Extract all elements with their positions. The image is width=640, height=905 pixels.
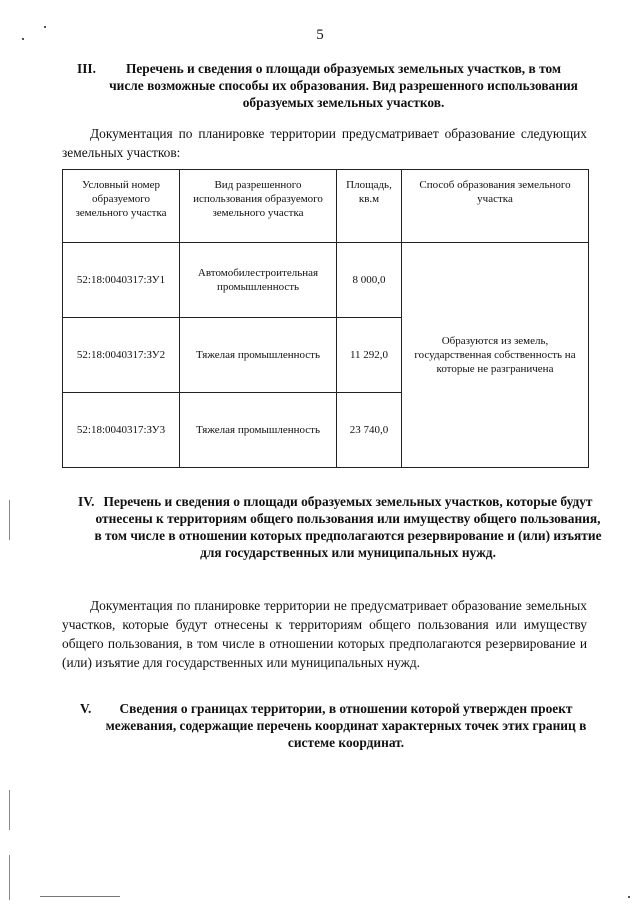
header-area: Площадь, кв.м xyxy=(337,170,402,243)
section-3-number: III. xyxy=(77,61,96,76)
land-parcels-table xyxy=(62,169,589,468)
cell-permitted-use: Тяжелая промышленность xyxy=(180,318,337,393)
scan-speck xyxy=(22,38,24,40)
section-3-heading xyxy=(77,60,580,111)
section-4-heading xyxy=(72,493,602,561)
scan-speck xyxy=(628,896,630,898)
cell-parcel-number: 52:18:0040317:ЗУ1 xyxy=(63,243,180,318)
table-header-row xyxy=(63,170,589,243)
cell-area: 23 740,0 xyxy=(337,393,402,468)
table-row xyxy=(63,243,589,318)
section-5-title: Сведения о границах территории, в отношении которой утвержден проект межевания, содержащие перечень координат характерных точек этих границ в системе координат. xyxy=(105,701,587,750)
cell-permitted-use: Автомобилестроительная промышленность xyxy=(180,243,337,318)
section-4-paragraph: Документация по планировке территории не предусматривает образование земельных участков, которые будут отнесены к территориям общего пользования или имуществу общего пользования, в том числе в отношении которых предполагаются резервирование и (или) изъятие для государственных или муниципальных нужд. xyxy=(62,598,587,670)
cell-permitted-use: Тяжелая промышленность xyxy=(180,393,337,468)
scan-speck xyxy=(44,26,46,28)
header-permitted-use: Вид разрешенного использования образуемого земельного участка xyxy=(180,170,337,243)
section-3-paragraph: Документация по планировке территории предусматривает образование следующих земельных участков: xyxy=(62,126,587,160)
scan-margin-line xyxy=(9,500,10,540)
scan-bottom-dash xyxy=(40,896,120,897)
section-4-title: Перечень и сведения о площади образуемых земельных участков, которые будут отнесены к территориям общего пользования или имуществу общего пользования, в том числе в отношении которых предполагаются резервирование и (или) изъятие для государственных или муниципальных нужд. xyxy=(94,494,602,560)
cell-parcel-number: 52:18:0040317:ЗУ3 xyxy=(63,393,180,468)
section-5-number: V. xyxy=(80,701,92,716)
section-3-title: Перечень и сведения о площади образуемых земельных участков, в том числе возможные способы их образования. Вид разрешенного использования образуемых земельных участков. xyxy=(109,61,578,110)
cell-area: 8 000,0 xyxy=(337,243,402,318)
header-parcel-number: Условный номер образуемого земельного участка xyxy=(63,170,180,243)
cell-formation-method: Образуются из земель, государственная собственность на которые не разграничена xyxy=(402,243,589,468)
scan-margin-line xyxy=(9,790,10,830)
section-5-heading xyxy=(80,700,590,751)
scan-margin-line xyxy=(9,855,10,900)
header-formation-method: Способ образования земельного участка xyxy=(402,170,589,243)
cell-area: 11 292,0 xyxy=(337,318,402,393)
page-number: 5 xyxy=(316,27,324,43)
cell-parcel-number: 52:18:0040317:ЗУ2 xyxy=(63,318,180,393)
section-4-number: IV. xyxy=(78,494,95,509)
